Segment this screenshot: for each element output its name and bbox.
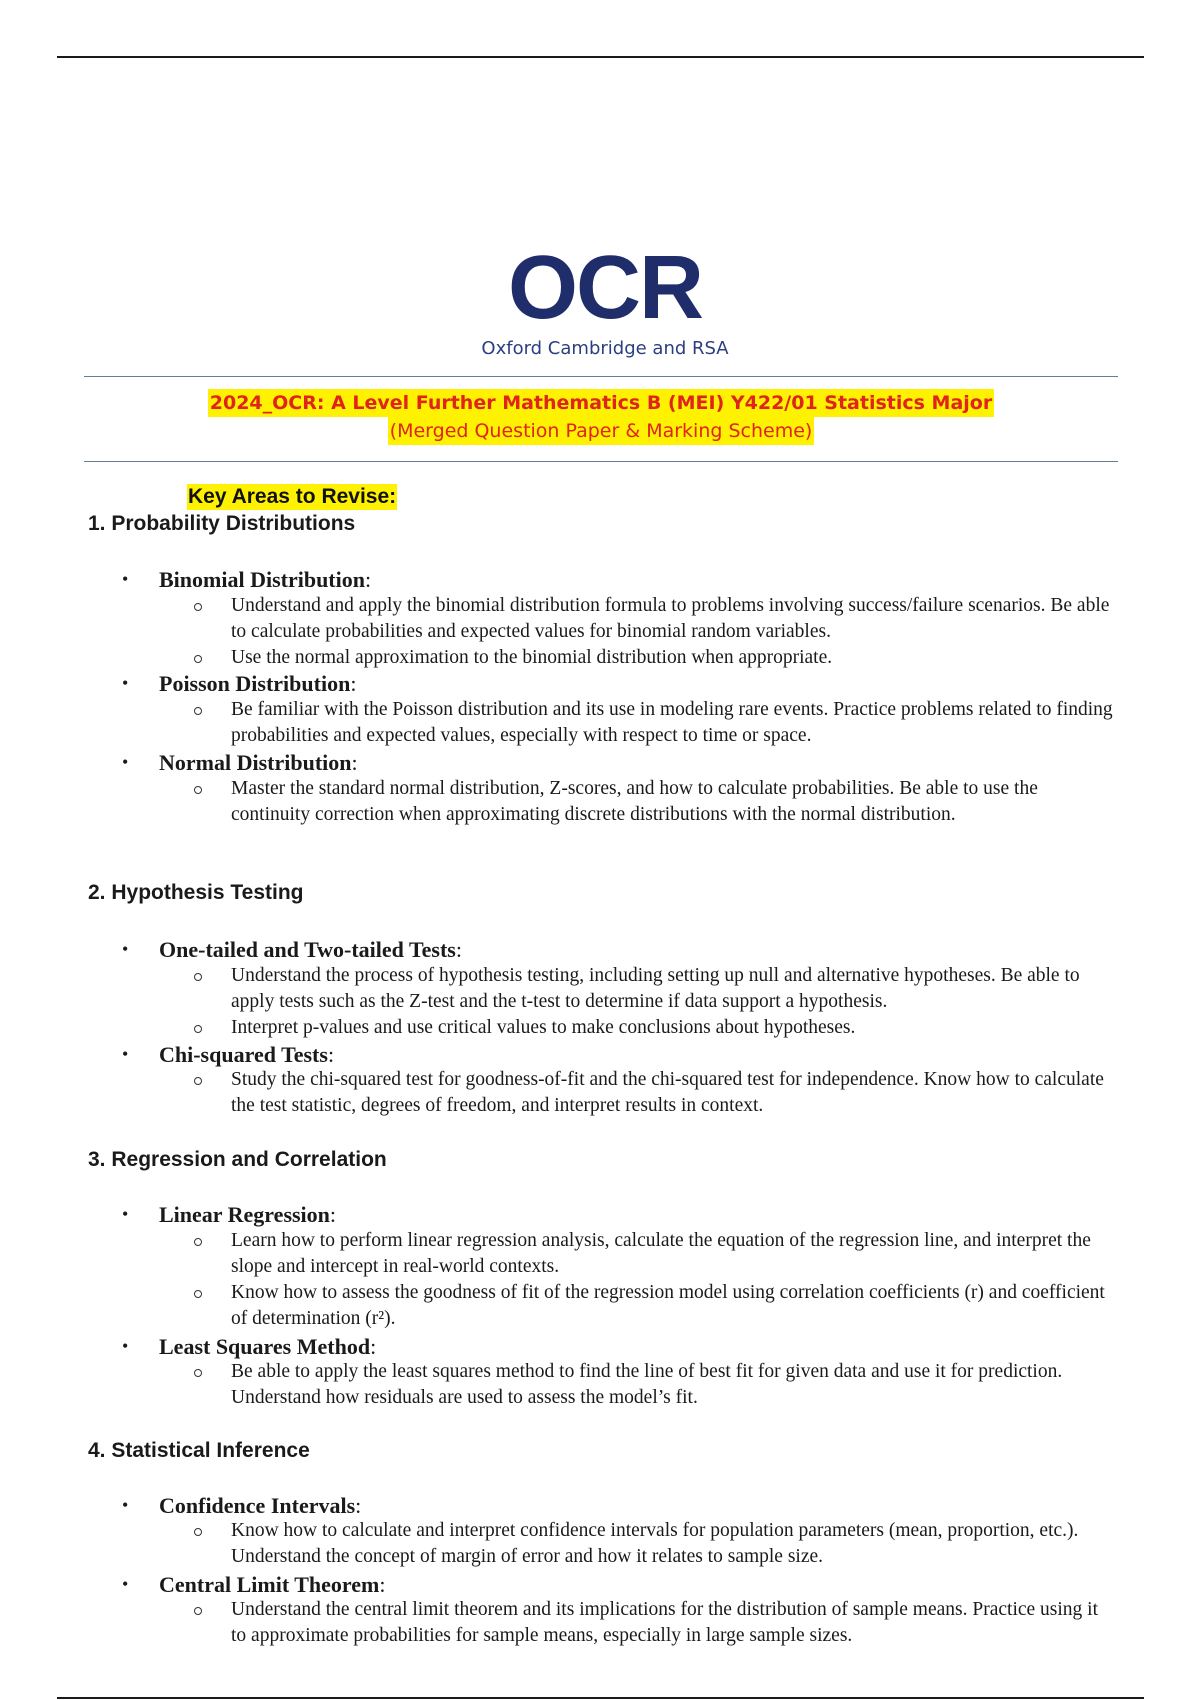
point-text: Learn how to perform linear regression analysis, calculate the equation of the regression line, and interpret the slope and intercept in real-world contexts. [231,1230,1091,1277]
topic-suffix: : [327,1042,335,1067]
ocr-logo [455,238,755,359]
topic-name: Confidence Intervals [159,1493,356,1518]
page-top-rule [57,56,1144,58]
section-heading: 3. Regression and Correlation [88,1148,387,1171]
bullet-icon: • [122,1574,129,1594]
circle-bullet-icon [194,655,202,663]
topic-name: Normal Distribution [159,750,352,775]
bullet-icon: • [122,673,129,693]
bullet-icon: • [122,1336,129,1356]
sub-point [194,593,1114,645]
topic-suffix: : [329,1202,337,1227]
circle-bullet-icon [194,1238,202,1246]
logo-tagline: Oxford Cambridge and RSA [481,338,729,359]
topic-name: Binomial Distribution [159,567,365,592]
topic-suffix: : [364,567,372,592]
circle-bullet-icon [194,1369,202,1377]
document-title [84,389,1118,445]
point-text: Know how to assess the goodness of fit of the regression model using correlation coefficients (r) and coefficient of determination (r²). [231,1282,1105,1329]
topic-suffix: : [355,1493,362,1518]
section-heading: 4. Statistical Inference [88,1439,310,1462]
sub-point [194,697,1114,749]
point-text: Understand and apply the binomial distribution formula to problems involving success/failure scenarios. Be able to calculate probabilities and expected values for binomial random variables. [231,595,1110,642]
page-bottom-rule [57,1697,1144,1699]
sub-point [194,1280,1114,1332]
point-text: Master the standard normal distribution, Z-scores, and how to calculate probabilities. Be able to use the continuity correction when approximating discrete distributions with the normal distribution. [231,778,1038,825]
sub-point [194,1359,1114,1411]
point-text: Interpret p-values and use critical values to make conclusions about hypotheses. [231,1017,856,1038]
point-text: Know how to calculate and interpret confidence intervals for population parameters (mean, proportion, etc.). Understand the concept of margin of error and how it relates to sample size. [231,1520,1079,1567]
sub-point [194,645,1114,671]
topic-suffix: : [455,937,462,962]
topic-suffix: : [351,750,358,775]
circle-bullet-icon [194,1290,202,1298]
bullet-icon: • [122,1044,129,1064]
topic-name: Chi-squared Tests [159,1042,328,1067]
circle-bullet-icon [194,1528,202,1536]
point-text: Use the normal approximation to the binomial distribution when appropriate. [231,647,833,668]
point-text: Be able to apply the least squares method to find the line of best fit for given data and use it for prediction. Understand how residuals are used to assess the model’s fit. [231,1361,1063,1408]
bullet-icon: • [122,939,129,959]
circle-bullet-icon [194,1607,202,1615]
circle-bullet-icon [194,973,202,981]
topic-name: Poisson Distribution [159,671,351,696]
circle-bullet-icon [194,707,202,715]
sub-point [194,1015,1114,1041]
topic-name: Central Limit Theorem [159,1572,380,1597]
point-text: Understand the process of hypothesis testing, including setting up null and alternative hypotheses. Be able to apply tests such as the Z-test and the t-test to determine if data support a hypothesis. [231,965,1080,1012]
sub-point [194,1067,1114,1119]
point-text: Study the chi-squared test for goodness-of-fit and the chi-squared test for independence. Know how to calculate the test statistic, degrees of freedom, and interpret results in context. [231,1069,1104,1116]
key-areas-label: Key Areas to Revise: [188,485,397,508]
sub-point [194,776,1114,828]
circle-bullet-icon [194,1025,202,1033]
topic-name: Least Squares Method [159,1334,371,1359]
title-rule-top [84,376,1118,377]
point-text: Be familiar with the Poisson distribution and its use in modeling rare events. Practice problems related to finding probabilities and expected values, especially with respect to time or space. [231,699,1113,746]
section-heading: 2. Hypothesis Testing [88,881,304,904]
sub-point [194,1518,1114,1570]
topic-name: Linear Regression [159,1202,330,1227]
topic-suffix: : [379,1572,386,1597]
bullet-icon: • [122,1495,129,1515]
topic-suffix: : [370,1334,377,1359]
sub-point [194,1597,1114,1649]
bullet-icon: • [122,569,129,589]
section-heading: 1. Probability Distributions [88,512,356,535]
title-line-2: (Merged Question Paper & Marking Scheme) [388,417,815,445]
topic-name: One-tailed and Two-tailed Tests [159,937,456,962]
bullet-icon: • [122,1204,129,1224]
point-text: Understand the central limit theorem and its implications for the distribution of sample means. Practice using it to approximate probabilities for sample means, especially in large sample sizes. [231,1599,1099,1646]
circle-bullet-icon [194,1077,202,1085]
bullet-icon: • [122,752,129,772]
circle-bullet-icon [194,786,202,794]
title-rule-bottom [84,461,1118,462]
sub-point [194,963,1114,1015]
topic-suffix: : [350,671,357,696]
title-line-1: 2024_OCR: A Level Further Mathematics B (MEI) Y422/01 Statistics Major [208,389,994,417]
logo-wordmark: OCR [508,238,702,338]
sub-point [194,1228,1114,1280]
circle-bullet-icon [194,603,202,611]
